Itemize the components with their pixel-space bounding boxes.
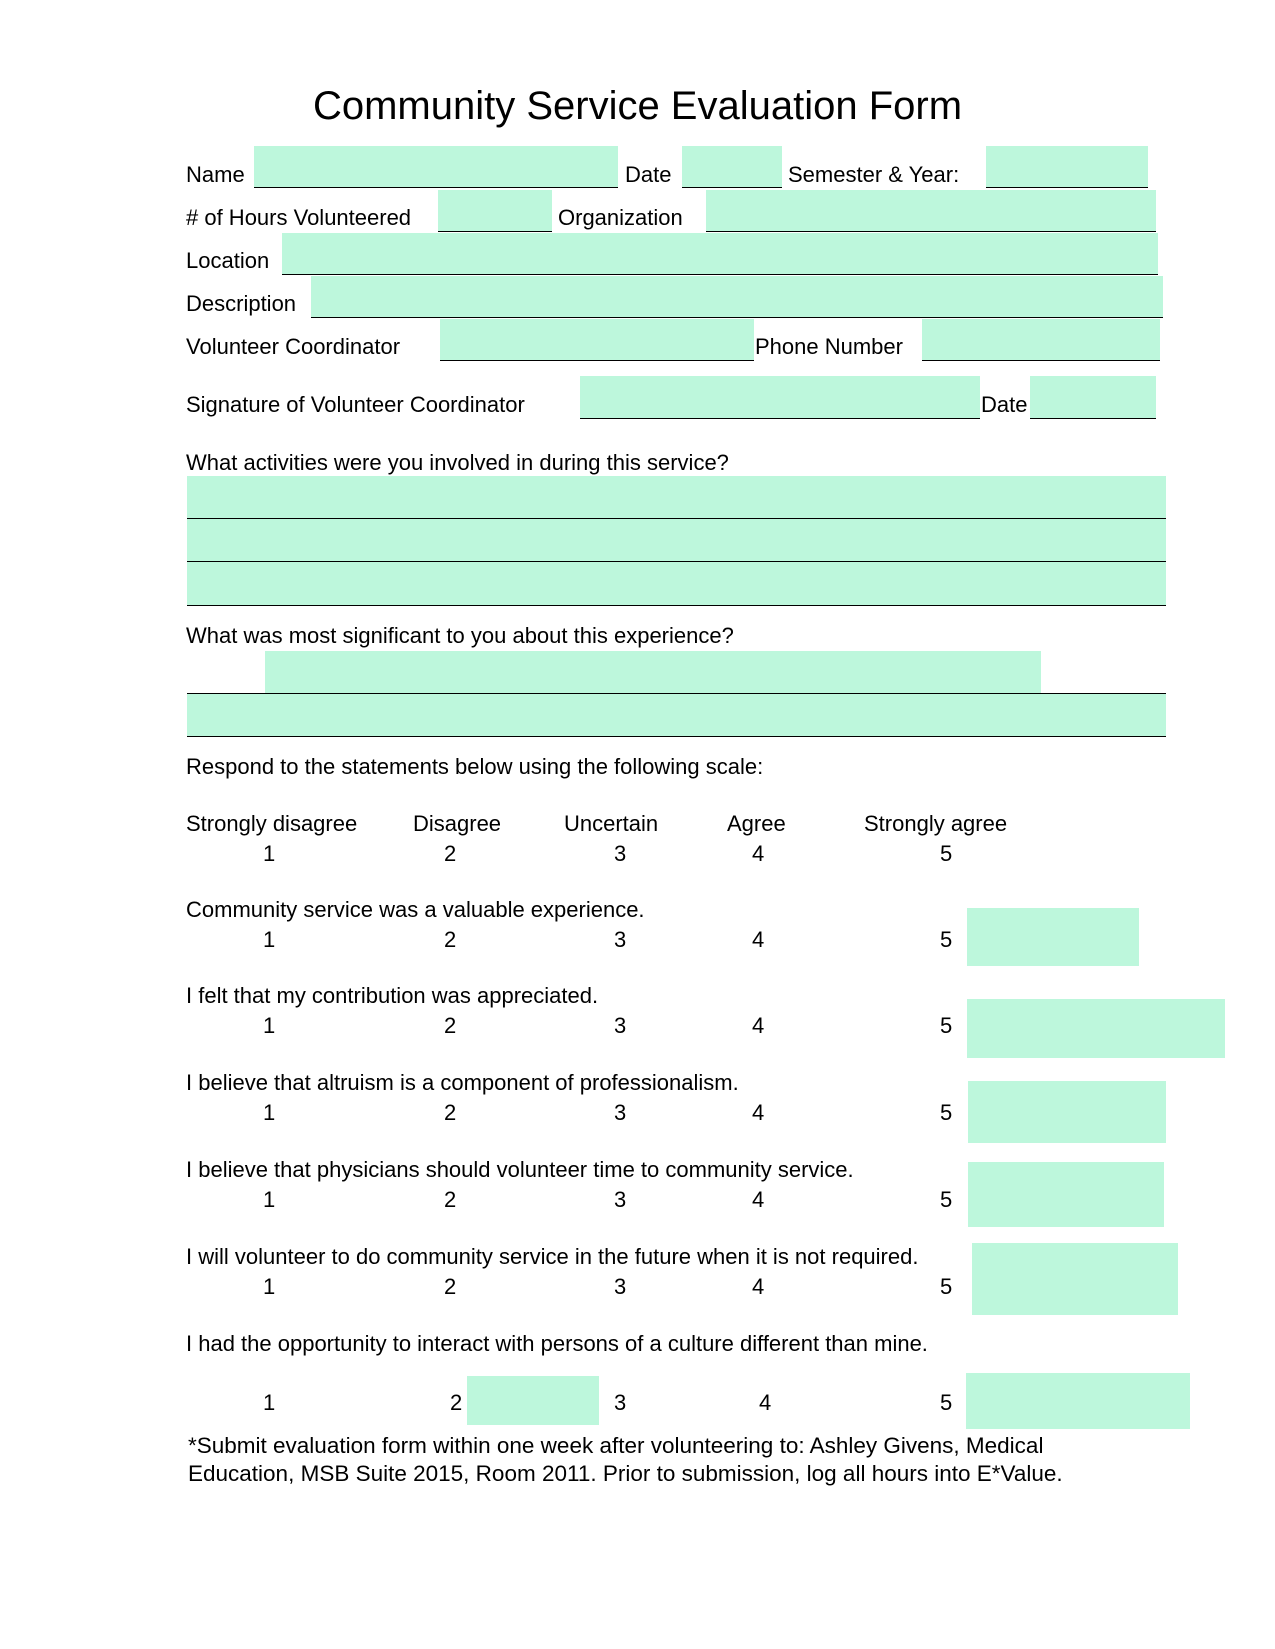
statement-5: I will volunteer to do community service in the future when it is not required. [186, 1244, 919, 1269]
phone-number-field[interactable] [922, 319, 1160, 361]
statement-3: I believe that altruism is a component of professionalism. [186, 1070, 739, 1095]
statement-6-option-1[interactable]: 1 [263, 1390, 276, 1415]
statement-3-response-field[interactable] [968, 1081, 1166, 1143]
location-field[interactable] [282, 233, 1158, 275]
statement-6: I had the opportunity to interact with persons of a culture different than mine. [186, 1331, 928, 1356]
scale-intro: Respond to the statements below using the following scale: [186, 754, 764, 779]
statement-2-option-2[interactable]: 2 [444, 1013, 457, 1038]
statement-3-option-5[interactable]: 5 [940, 1100, 953, 1125]
statement-4: I believe that physicians should volunteer time to community service. [186, 1157, 854, 1182]
statement-1: Community service was a valuable experience. [186, 897, 645, 922]
statement-6-option-3[interactable]: 3 [614, 1390, 627, 1415]
location-label: Location [186, 248, 270, 273]
statement-5-option-5[interactable]: 5 [940, 1274, 953, 1299]
statement-5-response-field[interactable] [972, 1243, 1178, 1315]
statement-3-option-2[interactable]: 2 [444, 1100, 457, 1125]
statement-6-response-field[interactable] [966, 1373, 1190, 1429]
scale-label-1: Strongly disagree [186, 811, 358, 836]
hours-label: # of Hours Volunteered [186, 205, 412, 230]
scale-label-5: Strongly agree [864, 811, 1008, 836]
statement-3-option-3[interactable]: 3 [614, 1100, 627, 1125]
organization-field[interactable] [706, 190, 1156, 232]
signature-field[interactable] [580, 376, 980, 419]
phone-number-label: Phone Number [755, 334, 903, 359]
statement-1-option-4[interactable]: 4 [752, 927, 765, 952]
statement-1-option-5[interactable]: 5 [940, 927, 953, 952]
scale-number-1: 1 [263, 841, 276, 866]
significant-line-1[interactable] [187, 651, 1166, 694]
activities-line-2[interactable] [187, 519, 1166, 562]
hours-field[interactable] [438, 190, 552, 232]
statement-5-option-2[interactable]: 2 [444, 1274, 457, 1299]
statement-2-response-field[interactable] [967, 999, 1225, 1058]
statement-6-option-2[interactable]: 2 [450, 1390, 463, 1415]
scale-label-4: Agree [727, 811, 786, 836]
signature-date-field[interactable] [1030, 376, 1156, 419]
page-title: Community Service Evaluation Form [312, 84, 963, 128]
statement-2-option-5[interactable]: 5 [940, 1013, 953, 1038]
statement-3-option-1[interactable]: 1 [263, 1100, 276, 1125]
volunteer-coordinator-label: Volunteer Coordinator [186, 334, 401, 359]
statement-2-option-3[interactable]: 3 [614, 1013, 627, 1038]
statement-5-option-4[interactable]: 4 [752, 1274, 765, 1299]
statement-2-option-4[interactable]: 4 [752, 1013, 765, 1038]
statement-2-option-1[interactable]: 1 [263, 1013, 276, 1038]
activities-line-1[interactable] [187, 476, 1166, 519]
statement-4-option-3[interactable]: 3 [614, 1187, 627, 1212]
statement-4-response-field[interactable] [968, 1162, 1164, 1227]
statement-4-option-2[interactable]: 2 [444, 1187, 457, 1212]
statement-1-option-3[interactable]: 3 [614, 927, 627, 952]
volunteer-coordinator-field[interactable] [440, 319, 754, 361]
name-label: Name [186, 162, 245, 187]
statement-1-option-2[interactable]: 2 [444, 927, 457, 952]
statement-5-option-1[interactable]: 1 [263, 1274, 276, 1299]
statement-6-option-4[interactable]: 4 [759, 1390, 772, 1415]
signature-date-label: Date [981, 392, 1028, 417]
statement-1-response-field[interactable] [967, 908, 1139, 966]
submission-note: *Submit evaluation form within one week after volunteering to: Ashley Givens, Medical Education, MSB Suite 2015, Room 2011. Prior to submission, log all hours into E*Value. [188, 1433, 1063, 1486]
scale-number-3: 3 [614, 841, 627, 866]
name-field[interactable] [254, 146, 618, 188]
scale-number-4: 4 [752, 841, 765, 866]
signature-label: Signature of Volunteer Coordinator [186, 392, 525, 417]
scale-label-2: Disagree [413, 811, 502, 836]
date-label: Date [625, 162, 672, 187]
activities-line-3[interactable] [187, 562, 1166, 606]
statement-6-option-2-field[interactable] [467, 1376, 599, 1425]
activities-question: What activities were you involved in during this service? [186, 450, 729, 475]
scale-label-3: Uncertain [564, 811, 659, 836]
organization-label: Organization [558, 205, 683, 230]
statement-4-option-1[interactable]: 1 [263, 1187, 276, 1212]
significant-line-2[interactable] [187, 694, 1166, 737]
date-field[interactable] [682, 146, 782, 188]
description-field[interactable] [311, 276, 1163, 318]
description-label: Description [186, 291, 297, 316]
statement-4-option-4[interactable]: 4 [752, 1187, 765, 1212]
statement-2: I felt that my contribution was appreciated. [186, 983, 599, 1008]
statement-1-option-1[interactable]: 1 [263, 927, 276, 952]
statement-3-option-4[interactable]: 4 [752, 1100, 765, 1125]
statement-4-option-5[interactable]: 5 [940, 1187, 953, 1212]
semester-year-field[interactable] [986, 146, 1148, 188]
statement-6-option-5[interactable]: 5 [940, 1390, 953, 1415]
statement-5-option-3[interactable]: 3 [614, 1274, 627, 1299]
scale-number-2: 2 [444, 841, 457, 866]
significant-question: What was most significant to you about this experience? [186, 623, 734, 648]
scale-number-5: 5 [940, 841, 953, 866]
semester-year-label: Semester & Year: [788, 162, 960, 187]
